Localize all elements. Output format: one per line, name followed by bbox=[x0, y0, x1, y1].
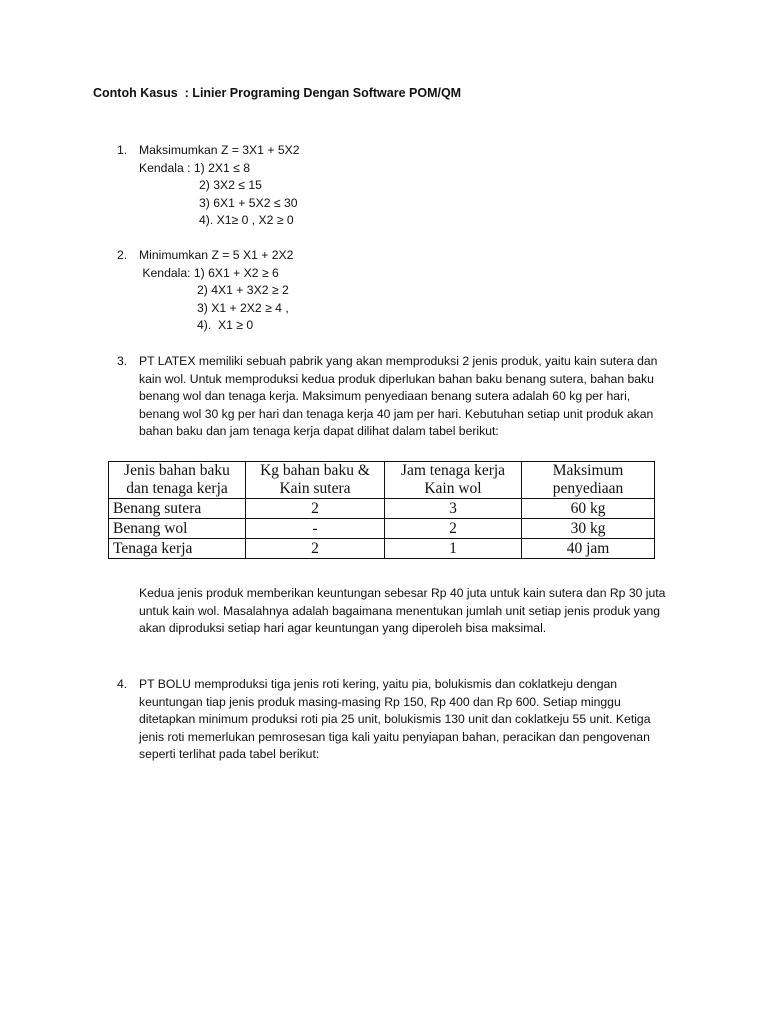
constraint-1: Kendala: 1) 6X1 + X2 ≥ 6 bbox=[139, 265, 279, 280]
header-text: Kain sutera bbox=[279, 480, 351, 497]
objective-function: Maksimumkan Z = 3X1 + 5X2 bbox=[139, 143, 300, 157]
row-label: Benang wol bbox=[109, 519, 246, 539]
table-cell: 40 jam bbox=[522, 539, 655, 559]
problem-text: Kedua jenis produk memberikan keuntungan sebesar Rp 40 juta untuk kain sutera dan Rp 30 juta untuk kain wol. Masalahnya adalah bagaimana menentukan jumlah unit setiap jenis produk yang akan diproduksi setiap hari agar keuntungan yang diperoleh bisa maksimal. bbox=[139, 586, 666, 636]
constraint-4: 4). X1 ≥ 0 bbox=[197, 318, 254, 333]
row-label: Benang sutera bbox=[109, 499, 246, 519]
table-cell: 3 bbox=[385, 499, 522, 519]
problem-text: PT LATEX memiliki sebuah pabrik yang akan memproduksi 2 jenis produk, yaitu kain sutera dan kain wol. Untuk memproduksi kedua produk diperlukan bahan baku benang sutera, bahan baku benang wol dan tenaga kerja. Maksimum penyediaan benang sutera adalah 60 kg per hari, benang wol 30 kg per hari dan tenaga kerja 40 jam per hari. Kebutuhan setiap unit produk akan bahan baku dan jam tenaga kerja dapat dilihat dalam tabel berikut: bbox=[139, 354, 658, 439]
constraint-3: 3) 6X1 + 5X2 ≤ 30 bbox=[199, 195, 298, 210]
page-title: Contoh Kasus : Linier Programing Dengan Software POM/QM bbox=[93, 86, 462, 100]
problem-number: 2. bbox=[117, 248, 128, 262]
objective-function: Minimumkan Z = 5 X1 + 2X2 bbox=[139, 248, 294, 262]
problem-number: 1. bbox=[117, 143, 128, 157]
table-row bbox=[109, 499, 655, 519]
table-cell: 60 kg bbox=[522, 499, 655, 519]
problem-number: 3. bbox=[117, 354, 128, 368]
header-text: Jenis bahan baku bbox=[124, 462, 230, 479]
header-cell bbox=[246, 462, 385, 499]
constraint-2: 2) 3X2 ≤ 15 bbox=[199, 178, 262, 193]
problem-text: PT BOLU memproduksi tiga jenis roti kering, yaitu pia, bolukismis dan coklatkeju dengan keuntungan tiap jenis produk masing-masing Rp 150, Rp 400 dan Rp 600. Setiap minggu ditetapkan minimum produksi roti pia 25 unit, bolukismis 130 unit dan coklatkeju 55 unit. Ketiga jenis roti memerlukan pemrosesan tiga kali yaitu penyiapan bahan, peracikan dan pengovenan seperti terlihat pada tabel berikut: bbox=[139, 677, 651, 762]
constraint-4: 4). X1≥ 0 , X2 ≥ 0 bbox=[199, 213, 294, 228]
table-cell: 2 bbox=[246, 539, 385, 559]
table-header-row bbox=[109, 462, 655, 499]
table-cell: 1 bbox=[385, 539, 522, 559]
problem-number: 4. bbox=[117, 677, 128, 691]
header-cell bbox=[385, 462, 522, 499]
resource-table bbox=[108, 461, 655, 559]
header-cell bbox=[522, 462, 655, 499]
header-text: penyediaan bbox=[552, 480, 624, 497]
table-cell: - bbox=[246, 519, 385, 539]
constraint-3: 3) X1 + 2X2 ≥ 4 , bbox=[197, 300, 289, 315]
constraint-2: 2) 4X1 + 3X2 ≥ 2 bbox=[197, 283, 289, 298]
header-cell bbox=[109, 462, 246, 499]
table-row bbox=[109, 539, 655, 559]
table-cell: 30 kg bbox=[522, 519, 655, 539]
row-label: Tenaga kerja bbox=[109, 539, 246, 559]
table-cell: 2 bbox=[385, 519, 522, 539]
header-text: Jam tenaga kerja bbox=[400, 462, 506, 479]
table-row bbox=[109, 519, 655, 539]
header-text: Kg bahan baku & bbox=[260, 462, 370, 479]
table-cell: 2 bbox=[246, 499, 385, 519]
constraint-1: Kendala : 1) 2X1 ≤ 8 bbox=[139, 160, 251, 175]
header-text: Maksimum bbox=[552, 462, 624, 479]
header-text: dan tenaga kerja bbox=[126, 480, 228, 497]
header-text: Kain wol bbox=[424, 480, 482, 497]
